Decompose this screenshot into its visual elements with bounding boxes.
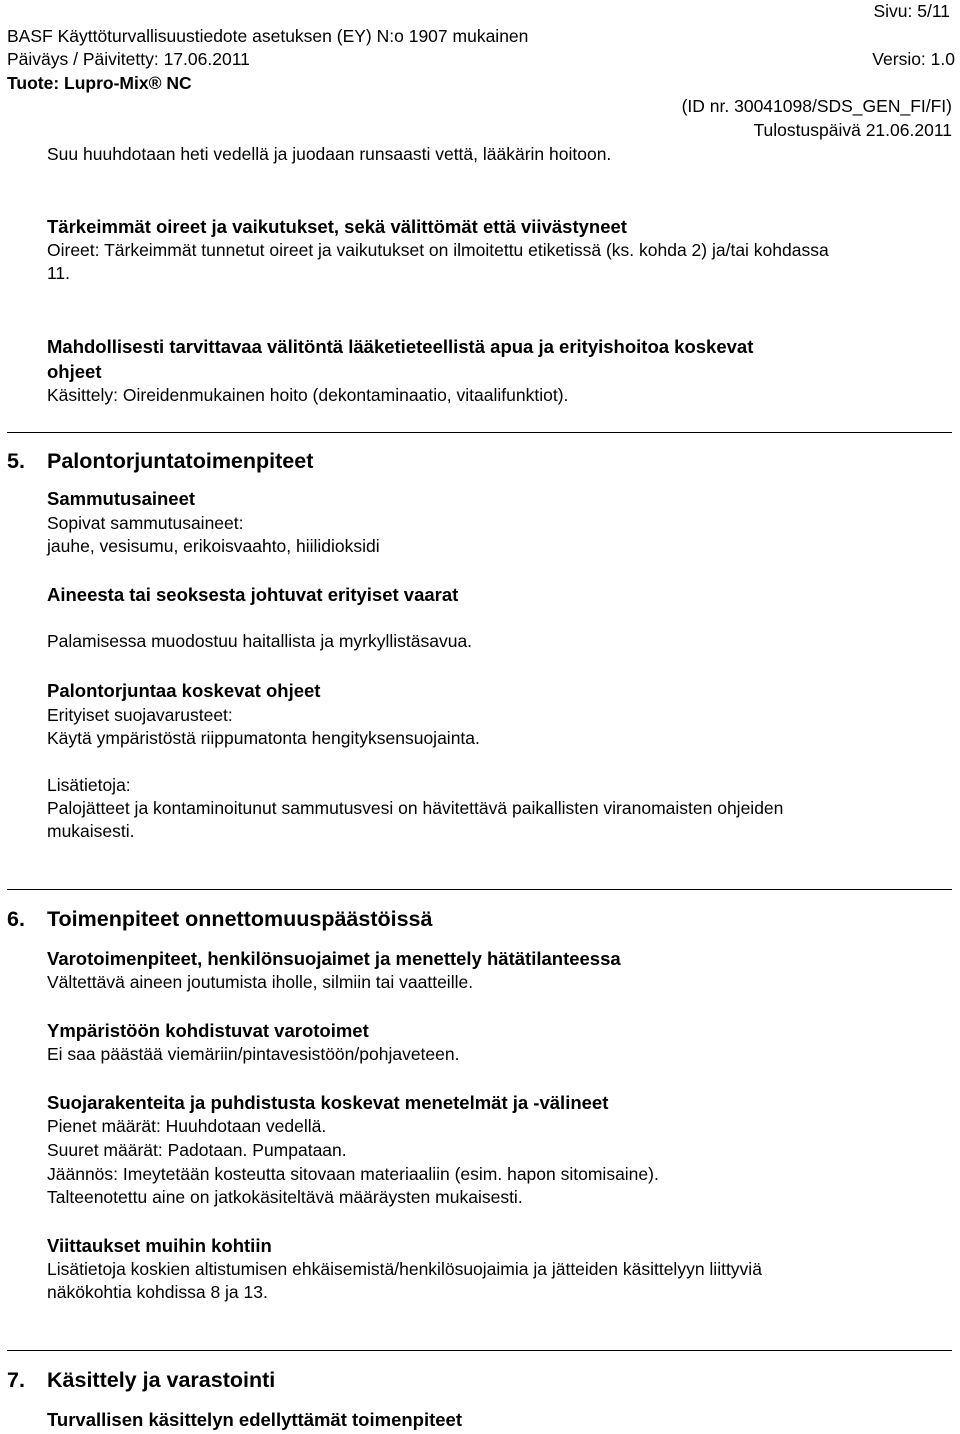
extinguishing-media-heading: Sammutusaineet — [47, 488, 196, 509]
document-title: BASF Käyttöturvallisuustiedote asetuksen (EY) N:o 1907 mukainen — [7, 26, 529, 46]
firefighting-advice-heading: Palontorjuntaa koskevat ohjeet — [47, 680, 321, 701]
environmental-precautions-text: Ei saa päästää viemäriin/pintavesistöön/pohjaveteen. — [47, 1044, 460, 1064]
extinguishing-media-text: jauhe, vesisumu, erikoisvaahto, hiilidioksidi — [47, 536, 380, 556]
product-name: Tuote: Lupro-Mix® NC — [7, 73, 192, 93]
references-line1: Lisätietoja koskien altistumisen ehkäisemistä/henkilösuojaimia ja jätteiden käsittelyyn liittyviä — [47, 1259, 762, 1279]
personal-precautions-text: Vältettävä aineen joutumista iholle, silmiin tai vaatteille. — [47, 972, 474, 992]
further-info-line1: Palojätteet ja kontaminoitunut sammutusvesi on hävitettävä paikallisten viranomaisten ohjeiden — [47, 798, 784, 818]
references-heading: Viittaukset muihin kohtiin — [47, 1235, 272, 1256]
extinguishing-media-label: Sopivat sammutusaineet: — [47, 513, 244, 533]
references-line2: näkökohtia kohdissa 8 ja 13. — [47, 1282, 268, 1302]
section6-title: Toimenpiteet onnettomuuspäästöissä — [47, 907, 433, 931]
further-info-line2: mukaisesti. — [47, 821, 135, 841]
medical-attention-heading-line1: Mahdollisesti tarvittavaa välitöntä lääketieteellistä apua ja erityishoitoa koskevat — [47, 336, 754, 357]
cleanup-line2: Suuret määrät: Padotaan. Pumpataan. — [47, 1140, 347, 1160]
section7-title: Käsittely ja varastointi — [47, 1368, 276, 1392]
cleanup-line1: Pienet määrät: Huuhdotaan vedellä. — [47, 1116, 327, 1136]
cleanup-methods-heading: Suojarakenteita ja puhdistusta koskevat menetelmät ja -välineet — [47, 1092, 609, 1113]
section-divider — [7, 889, 952, 890]
personal-precautions-heading: Varotoimenpiteet, henkilönsuojaimet ja menettely hätätilanteessa — [47, 948, 621, 969]
page-number: Sivu: 5/11 — [873, 1, 950, 21]
first-aid-ingestion-text: Suu huuhdotaan heti vedellä ja juodaan runsaasti vettä, lääkärin hoitoon. — [47, 144, 612, 164]
protective-equipment-text: Käytä ympäristöstä riippumatonta hengityksensuojainta. — [47, 728, 480, 748]
medical-attention-text: Käsittely: Oireidenmukainen hoito (dekontaminaatio, vitaalifunktiot). — [47, 385, 569, 405]
symptoms-heading: Tärkeimmät oireet ja vaikutukset, sekä välittömät että viivästyneet — [47, 216, 627, 237]
environmental-precautions-heading: Ympäristöön kohdistuvat varotoimet — [47, 1020, 369, 1041]
print-date: Tulostuspäivä 21.06.2011 — [753, 120, 952, 140]
section-divider — [7, 1350, 952, 1351]
section6-number: 6. — [7, 907, 25, 931]
protective-equipment-label: Erityiset suojavarusteet: — [47, 705, 233, 725]
symptoms-text-line2: 11. — [47, 263, 71, 283]
special-hazards-heading: Aineesta tai seoksesta johtuvat erityiset vaarat — [47, 584, 459, 605]
section7-number: 7. — [7, 1368, 25, 1392]
special-hazards-text: Palamisessa muodostuu haitallista ja myrkyllistäsavua. — [47, 631, 473, 651]
version: Versio: 1.0 — [872, 49, 955, 69]
cleanup-line4: Talteenotettu aine on jatkokäsiteltävä määräysten mukaisesti. — [47, 1187, 523, 1207]
medical-attention-heading-line2: ohjeet — [47, 361, 102, 382]
symptoms-text-line1: Oireet: Tärkeimmät tunnetut oireet ja vaikutukset on ilmoitettu etiketissä (ks. kohda 2) ja/tai kohdassa — [47, 240, 829, 260]
cleanup-line3: Jäännös: Imeytetään kosteutta sitovaan materiaaliin (esim. hapon sitomisaine). — [47, 1164, 659, 1184]
safe-handling-heading: Turvallisen käsittelyn edellyttämät toimenpiteet — [47, 1409, 463, 1430]
further-info-label: Lisätietoja: — [47, 775, 131, 795]
section-divider — [7, 432, 952, 433]
section5-title: Palontorjuntatoimenpiteet — [47, 449, 314, 473]
document-id: (ID nr. 30041098/SDS_GEN_FI/FI) — [681, 96, 952, 116]
revision-date: Päiväys / Päivitetty: 17.06.2011 — [7, 49, 250, 69]
section5-number: 5. — [7, 449, 25, 473]
